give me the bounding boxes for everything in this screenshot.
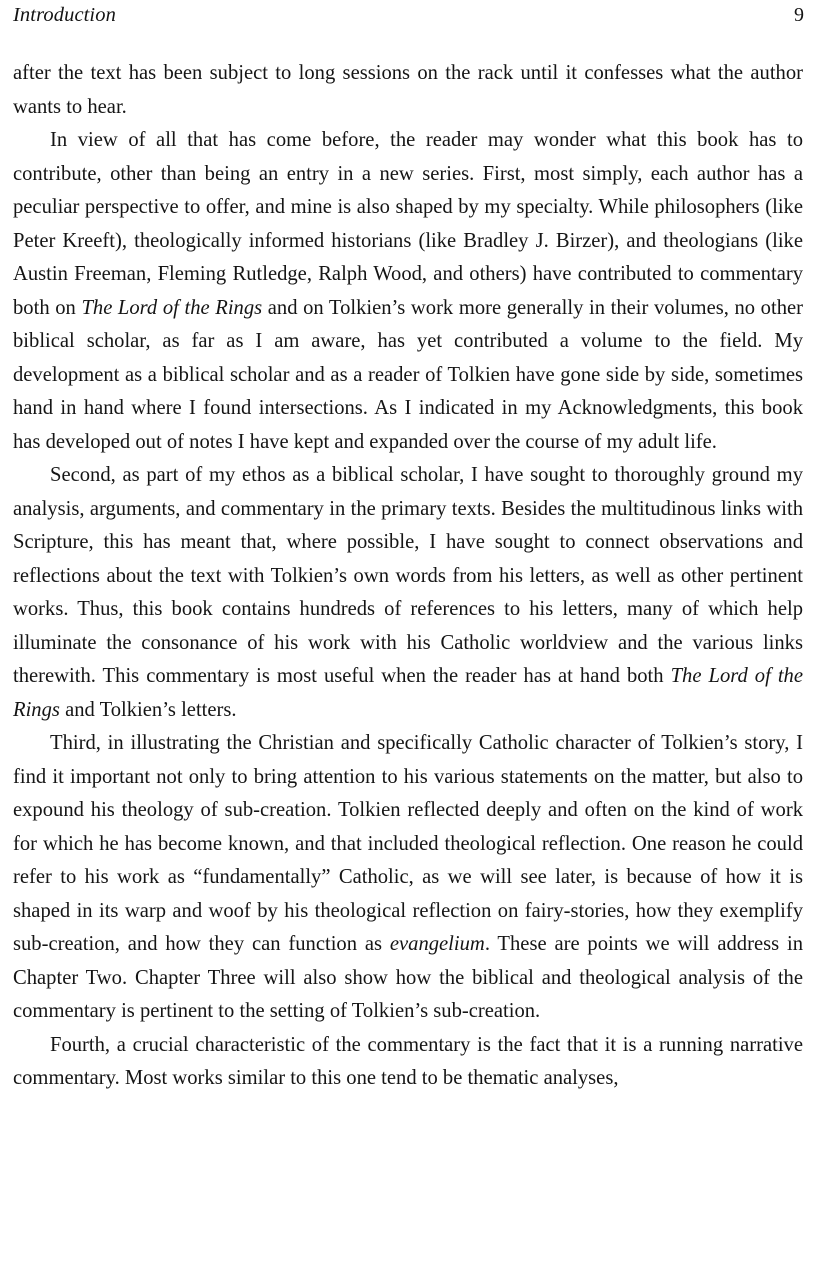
running-head [13,4,804,34]
paragraph [13,1029,803,1096]
italic-title-run: evangelium [389,933,485,955]
text-run: . These are points we will address in Chapter Two. Chapter Three will also show how the biblical and theological analysis of the commentary is pertinent to the setting of Tolkien’s sub-creation. [13,933,803,1022]
text-run: and Tolkien’s letters. [59,698,237,721]
page-number: 9 [794,4,804,26]
text-run: In view of all that has come before, the reader may wonder what this book has to contribute, other than being an entry in a new series. First, most simply, each author has a peculiar perspective to offer, and mine is also shaped by my specialty. While philosophers (like Peter Kreeft), theologically informed historians (like Bradley J. Birzer), and theologians (like Austin Freeman, Fleming Rutledge, Ralph Wood, and others) have contributed to commentary both on [13,129,803,319]
paragraph [13,57,803,124]
italic-title-run: The Lord of the Rings [81,296,263,319]
text-run: Second, as part of my ethos as a biblical scholar, I have sought to thoroughly ground my analysis, arguments, and commentary in the primary texts. Besides the multitudinous links with Scripture, this has meant that, where possible, I have sought to connect observations and reflections about the text with Tolkien’s own words from his letters, as well as other pertinent works. Thus, this book contains hundreds of references to his letters, many of which help illuminate the consonance of his work with his Catholic worldview and the various links therewith. This commentary is most useful when the reader has at hand both [13,464,803,687]
paragraph [13,459,803,727]
paragraph [13,124,803,459]
body-text-block [13,57,803,1096]
text-run: Fourth, a crucial characteristic of the commentary is the fact that it is a running narrative commentary. Most works similar to this one tend to be thematic analyses, [13,1033,803,1089]
running-head-title: Introduction [13,4,116,26]
italic-title-run: The Lord of the Rings [13,665,803,721]
text-run: Third, in illustrating the Christian and specifically Catholic character of Tolkien’s story, I find it important not only to bring attention to his various statements on the matter, but also to expound his theology of sub-creation. Tolkien reflected deeply and often on the kind of work for which he has become known, and that included theological reflection. One reason he could refer to his work as “fundamentally” Catholic, as we will see later, is because of how it is shaped in its warp and woof by his theological reflection on fairy-stories, how they exemplify sub-creation, and how they can function as [13,732,803,955]
text-run: and on Tolkien’s work more generally in their volumes, no other biblical scholar, as far as I am aware, has yet contributed a volume to the field. My development as a biblical scholar and as a reader of Tolkien have gone side by side, sometimes hand in hand where I found intersections. As I indicated in my Acknowledgments, this book has developed out of notes I have kept and expanded over the course of my adult life. [13,296,803,453]
text-run: after the text has been subject to long sessions on the rack until it confesses what the author wants to hear. [13,62,803,118]
paragraph [13,727,803,1029]
